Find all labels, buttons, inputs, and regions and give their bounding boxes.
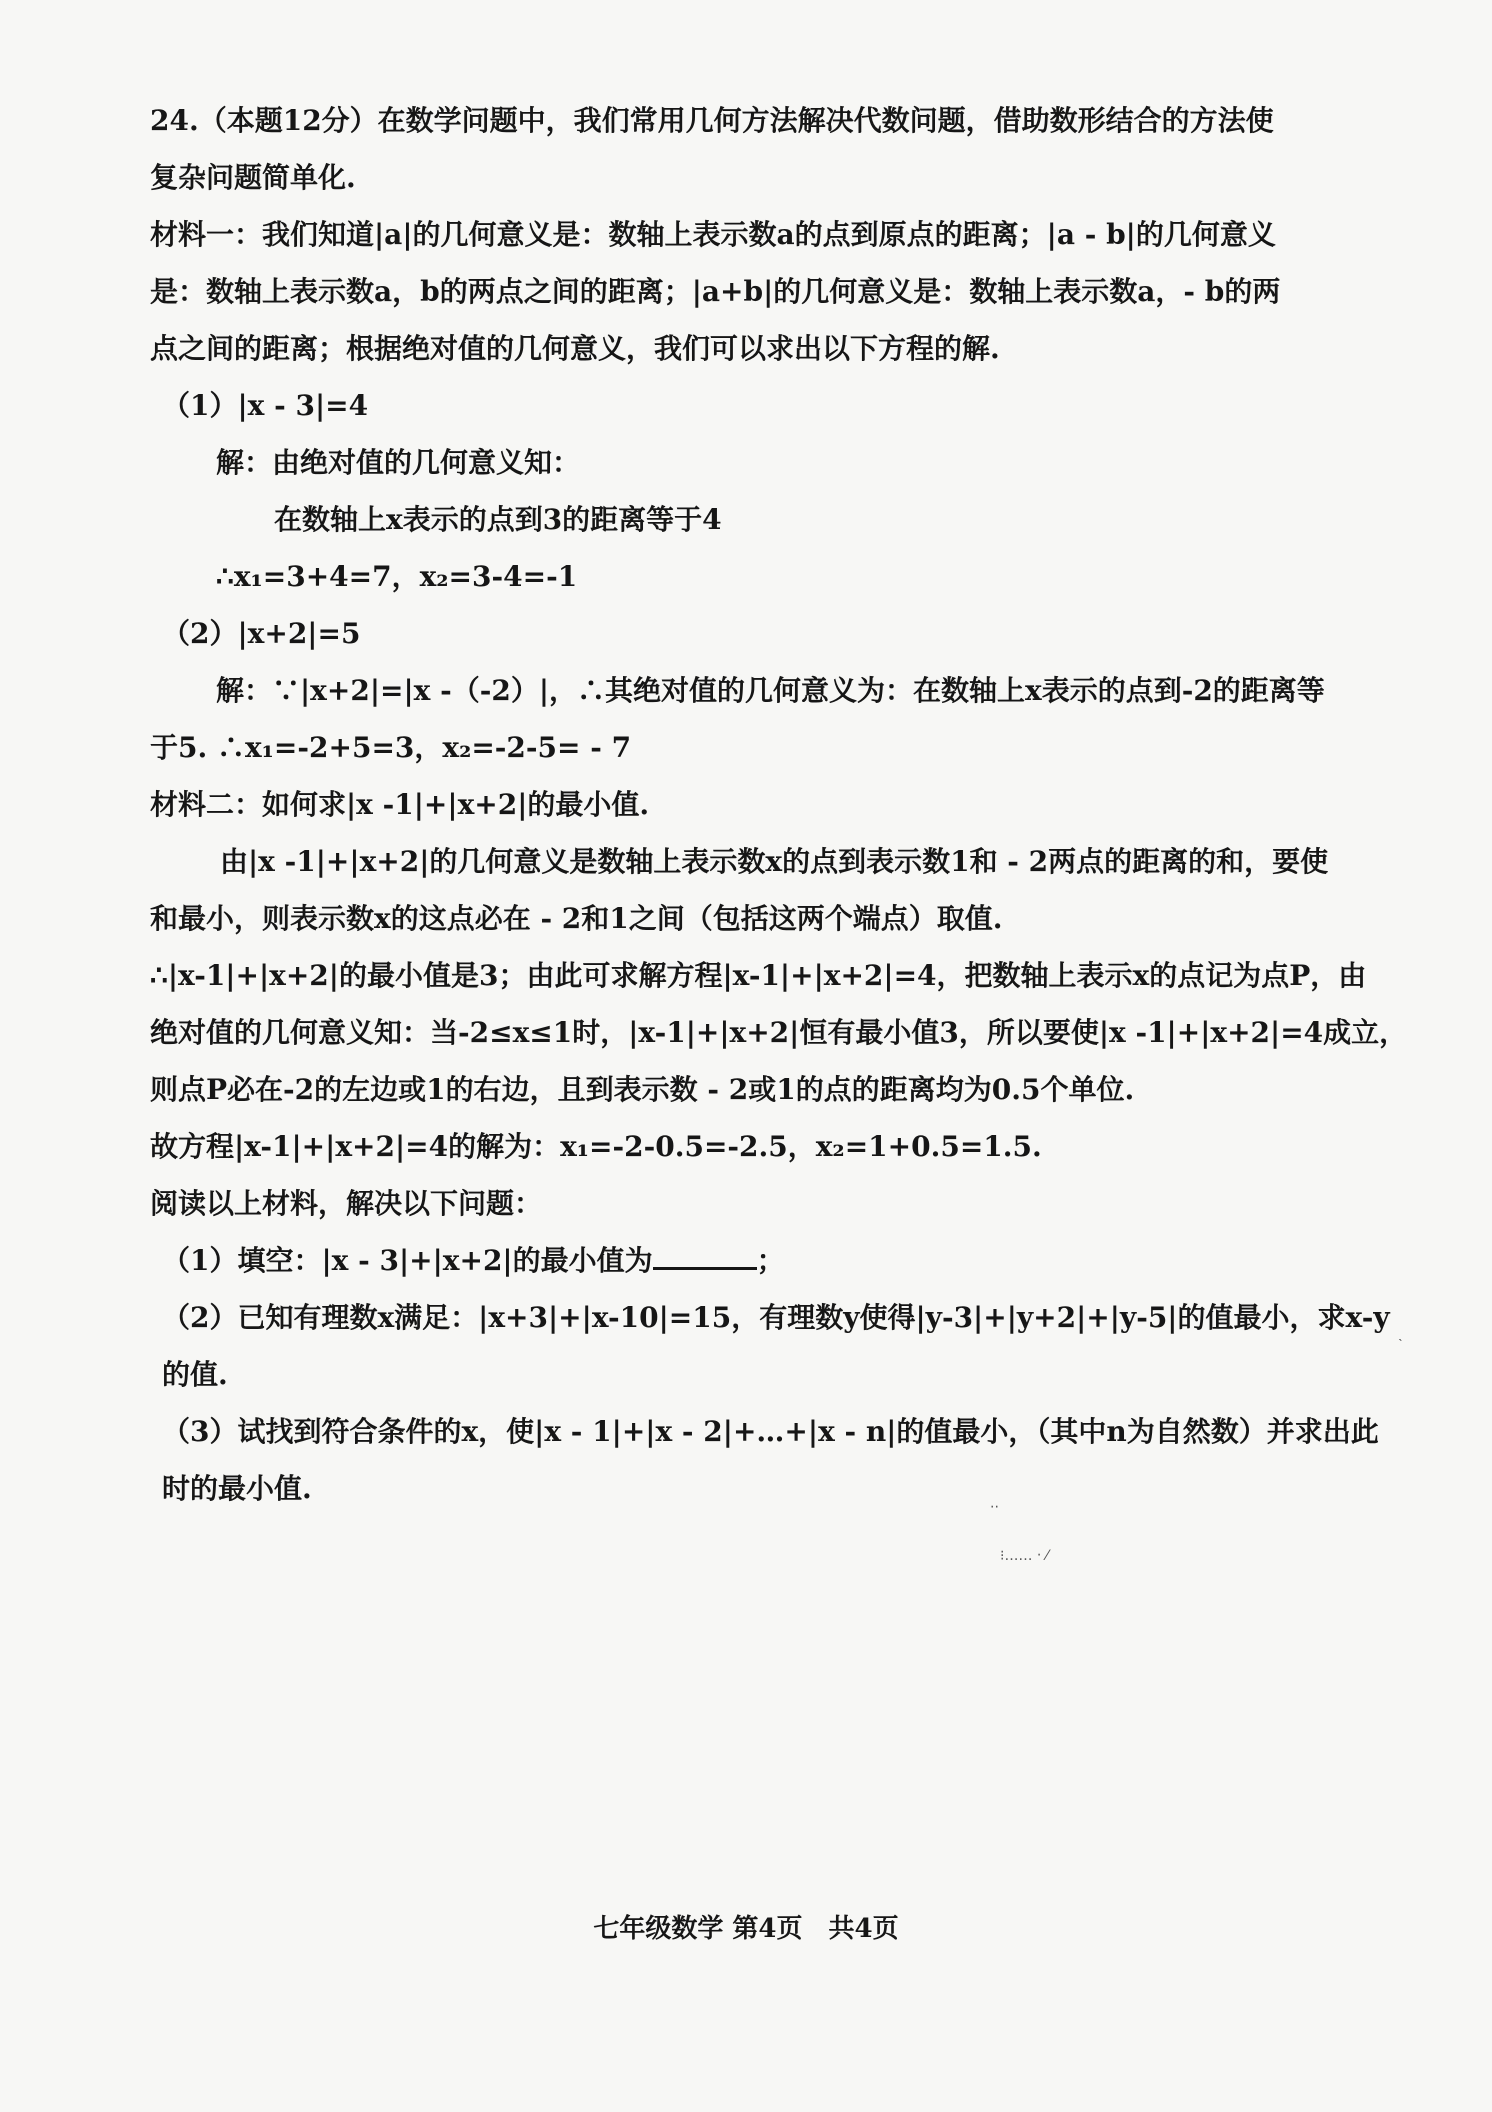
- example-1-solution: 解：由绝对值的几何意义知：: [216, 446, 581, 479]
- instructions: 阅读以上材料，解决以下问题：: [150, 1187, 543, 1220]
- problem-1: [150, 1232, 1410, 1289]
- problem-1-end: ；: [756, 1244, 785, 1277]
- example-2: （2）|x+2|=5: [162, 617, 361, 650]
- question-title: 24.（本题12分）在数学问题中，我们常用几何方法解决代数问题，借助数形结合的方法使: [150, 104, 1274, 137]
- question-title-cont: 复杂问题简单化.: [150, 161, 356, 194]
- scan-mark: ⁝‥‥‥ ‧ ⁄: [1000, 1548, 1049, 1564]
- problem-2: （2）已知有理数x满足：|x+3|+|x-10|=15，有理数y使得|y-3|+|y+2|+|y-5|的值最小，求x-y: [162, 1301, 1390, 1334]
- material-two: 材料二：如何求|x -1|+|x+2|的最小值.: [150, 788, 650, 821]
- material-two-text-cont: 和最小，则表示数x的这点必在 - 2和1之间（包括这两个端点）取值.: [150, 902, 1003, 935]
- material-one-cont: 是：数轴上表示数a，b的两点之间的距离；|a+b|的几何意义是：数轴上表示数a，- b的两: [150, 275, 1281, 308]
- problem-2-cont: 的值.: [162, 1358, 228, 1391]
- material-two-conclusion-cont: 则点P必在-2的左边或1的右边，且到表示数 - 2或1的点的距离均为0.5个单位.: [150, 1073, 1135, 1106]
- example-1: （1）|x - 3|=4: [162, 389, 369, 422]
- material-one: 材料一：我们知道|a|的几何意义是：数轴上表示数a的点到原点的距离；|a - b|的几何意义: [150, 218, 1276, 251]
- example-1-step: 在数轴上x表示的点到3的距离等于4: [274, 503, 722, 536]
- problem-3: （3）试找到符合条件的x，使|x - 1|+|x - 2|+…+|x - n|的值最小，（其中n为自然数）并求出此: [162, 1415, 1379, 1448]
- example-2-solution: 解：∵|x+2|=|x -（-2）|，∴其绝对值的几何意义为：在数轴上x表示的点到-2的距离等: [216, 674, 1325, 707]
- material-one-cont: 点之间的距离；根据绝对值的几何意义，我们可以求出以下方程的解.: [150, 332, 1000, 365]
- example-2-answer: 于5. ∴x₁=-2+5=3，x₂=-2-5= - 7: [150, 731, 632, 764]
- material-two-conclusion-cont: 绝对值的几何意义知：当-2≤x≤1时，|x-1|+|x+2|恒有最小值3，所以要使|x -1|+|x+2|=4成立，: [150, 1016, 1408, 1049]
- material-two-text: 由|x -1|+|x+2|的几何意义是数轴上表示数x的点到表示数1和 - 2两点的距离的和，要使: [220, 845, 1329, 878]
- page-footer: 七年级数学 第4页 共4页: [593, 1914, 899, 1944]
- document-body: [150, 92, 1410, 1517]
- example-1-answer: ∴x₁=3+4=7，x₂=3-4=-1: [216, 560, 578, 593]
- problem-1-text: （1）填空：|x - 3|+|x+2|的最小值为: [162, 1244, 653, 1277]
- problem-3-cont: 时的最小值.: [162, 1472, 312, 1505]
- answer-blank[interactable]: [653, 1241, 757, 1270]
- material-two-conclusion: ∴|x-1|+|x+2|的最小值是3；由此可求解方程|x-1|+|x+2|=4，把数轴上表示x的点记为点P，由: [150, 959, 1367, 992]
- scan-mark: ˴: [1398, 1331, 1403, 1347]
- scan-mark: ‧‧: [990, 1500, 999, 1516]
- material-two-answer: 故方程|x-1|+|x+2|=4的解为：x₁=-2-0.5=-2.5，x₂=1+0.5=1.5.: [150, 1130, 1042, 1163]
